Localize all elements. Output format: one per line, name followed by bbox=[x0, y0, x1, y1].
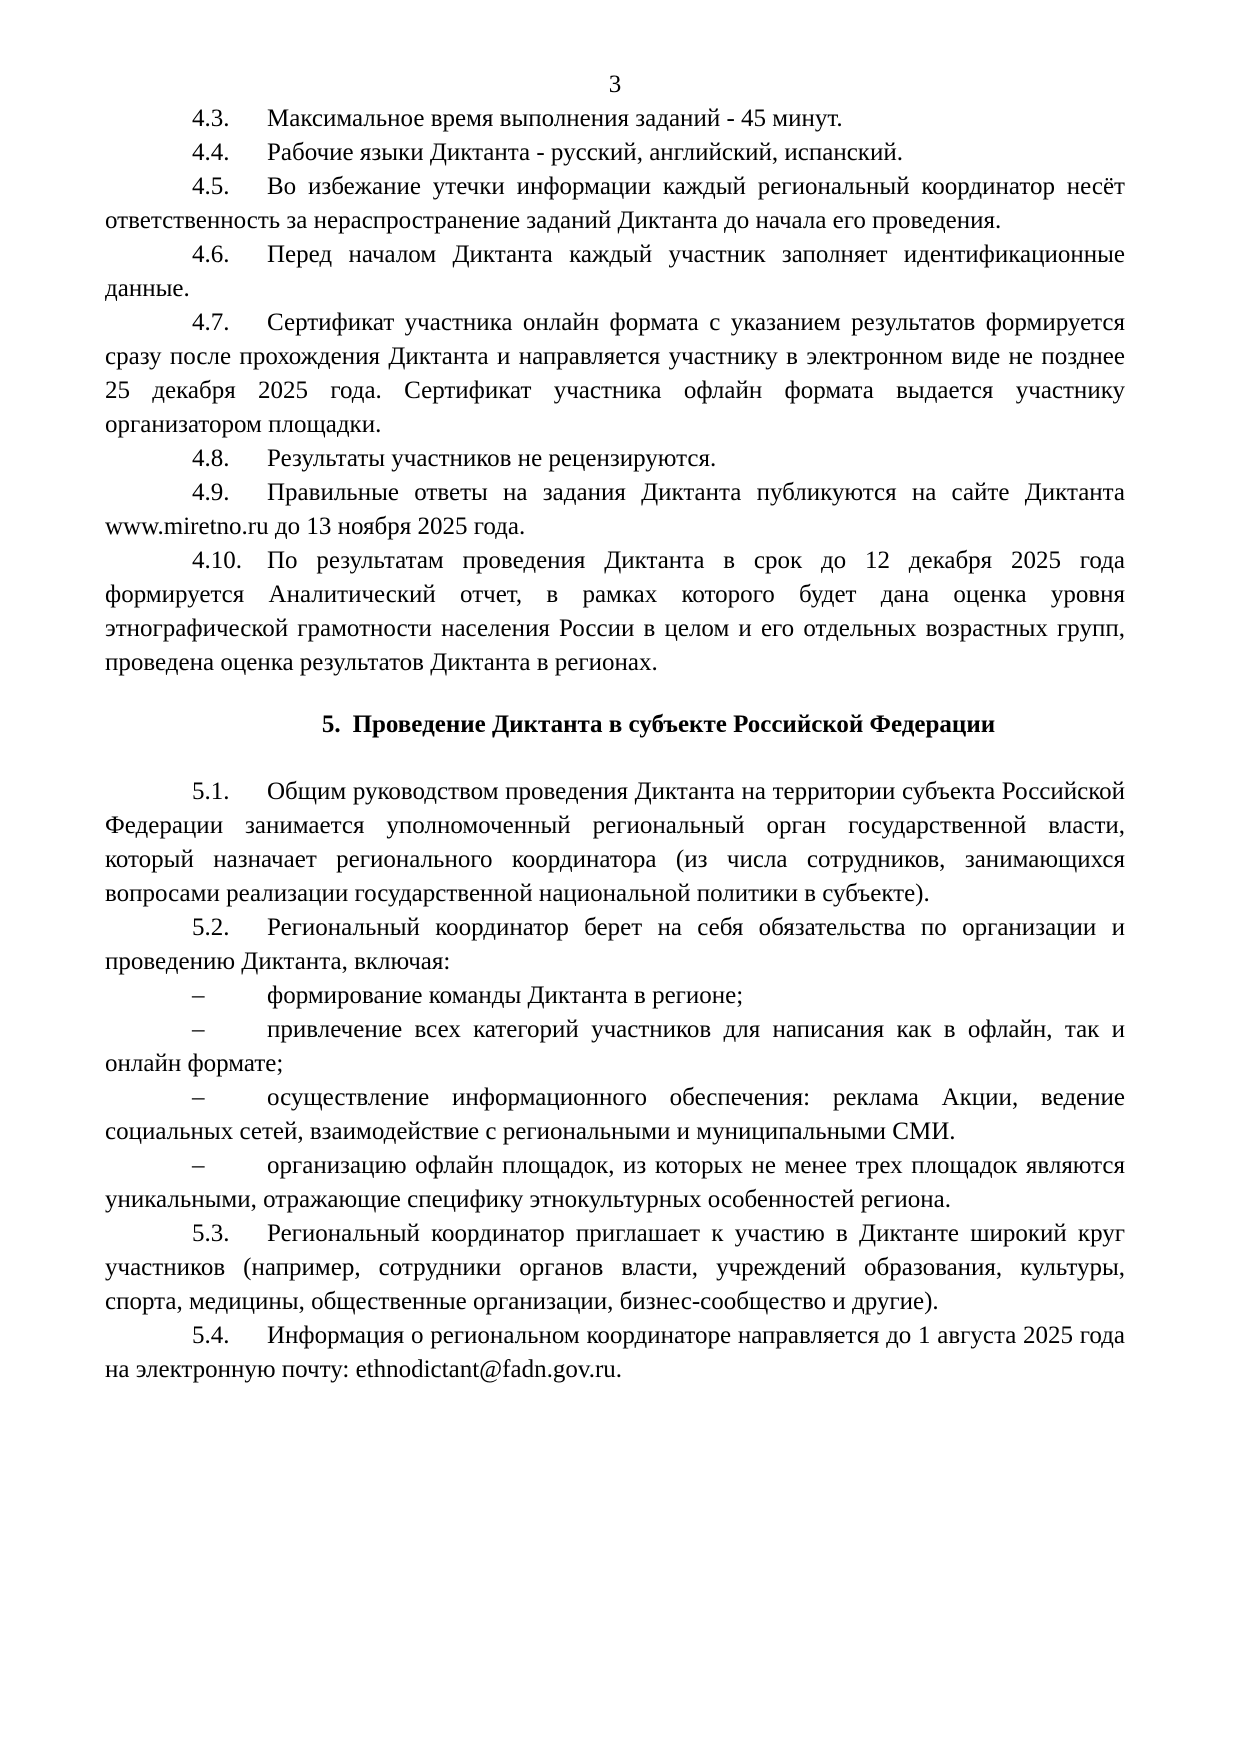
clause-paragraph-4-9 bbox=[105, 476, 1125, 544]
clause-paragraph-4-6 bbox=[105, 238, 1125, 306]
clause-text: организацию офлайн площадок, из которых не менее трех площадок являются уникальными, отражающие специфику этнокультурных особенностей региона. bbox=[105, 1152, 1125, 1213]
clause-paragraph-4-7 bbox=[105, 306, 1125, 442]
clause-text: Сертификат участника онлайн формата с указанием результатов формируется сразу после прохождения Диктанта и направляется участнику в электронном виде не позднее 25 декабря 2025 года. Сертификат участника офлайн формата выдается участнику организатором площадки. bbox=[105, 309, 1125, 438]
dash-list-item bbox=[105, 979, 1125, 1013]
clause-paragraph-4-8 bbox=[105, 442, 1125, 476]
clause-text: Перед началом Диктанта каждый участник заполняет идентификационные данные. bbox=[105, 241, 1125, 302]
clause-paragraph-5-1 bbox=[105, 775, 1125, 911]
clause-text: привлечение всех категорий участников для написания как в офлайн, так и онлайн формате; bbox=[105, 1016, 1125, 1077]
clause-number: 4.9. bbox=[192, 479, 230, 506]
clause-number: 5.4. bbox=[192, 1322, 230, 1349]
clause-number: 4.10. bbox=[192, 547, 242, 574]
clause-number: 4.5. bbox=[192, 173, 230, 200]
clause-text: Правильные ответы на задания Диктанта публикуются на сайте Диктанта www.miretno.ru до 13 ноября 2025 года. bbox=[105, 479, 1125, 540]
dash-marker: – bbox=[192, 982, 205, 1009]
clause-paragraph-5-3 bbox=[105, 1217, 1125, 1319]
clause-text: осуществление информационного обеспечения: реклама Акции, ведение социальных сетей, взаимодействие с региональными и муниципальными СМИ. bbox=[105, 1084, 1125, 1145]
clause-number: 5.1. bbox=[192, 778, 230, 805]
clause-text: Региональный координатор берет на себя обязательства по организации и проведению Диктанта, включая: bbox=[105, 914, 1125, 975]
document-body bbox=[105, 102, 1125, 1387]
clause-text: Рабочие языки Диктанта - русский, английский, испанский. bbox=[267, 139, 903, 166]
dash-list-item bbox=[105, 1013, 1125, 1081]
clause-text: Результаты участников не рецензируются. bbox=[267, 445, 717, 472]
clause-paragraph-5-4 bbox=[105, 1319, 1125, 1387]
dash-list-item bbox=[105, 1149, 1125, 1217]
clause-paragraph-4-5 bbox=[105, 170, 1125, 238]
clause-paragraph-4-10 bbox=[105, 544, 1125, 680]
section-heading-number: 5. bbox=[321, 711, 341, 738]
clause-text: формирование команды Диктанта в регионе; bbox=[267, 982, 744, 1009]
clause-number: 4.4. bbox=[192, 139, 230, 166]
clause-paragraph-4-3 bbox=[105, 102, 1125, 136]
clause-number: 5.2. bbox=[192, 914, 230, 941]
clause-number: 4.8. bbox=[192, 445, 230, 472]
clause-text: Максимальное время выполнения заданий - 45 минут. bbox=[267, 105, 843, 132]
dash-marker: – bbox=[192, 1084, 205, 1111]
dash-marker: – bbox=[192, 1152, 205, 1179]
clause-number: 4.7. bbox=[192, 309, 230, 336]
clause-text: Общим руководством проведения Диктанта на территории субъекта Российской Федерации занимается уполномоченный региональный орган государственной власти, который назначает регионального координатора (из числа сотрудников, занимающихся вопросами реализации государственной национальной политики в субъекте). bbox=[105, 778, 1125, 907]
dash-marker: – bbox=[192, 1016, 205, 1043]
clause-text: Региональный координатор приглашает к участию в Диктанте широкий круг участников (например, сотрудники органов власти, учреждений образования, культуры, спорта, медицины, общественные организации, бизнес-сообщество и другие). bbox=[105, 1220, 1125, 1315]
section-heading-title: Проведение Диктанта в субъекте Российской Федерации bbox=[352, 711, 996, 738]
clause-number: 5.3. bbox=[192, 1220, 230, 1247]
clause-text: Во избежание утечки информации каждый региональный координатор несёт ответственность за нераспространение заданий Диктанта до начала его проведения. bbox=[105, 173, 1125, 234]
clause-paragraph-5-2 bbox=[105, 911, 1125, 979]
clause-number: 4.6. bbox=[192, 241, 230, 268]
clause-paragraph-4-4 bbox=[105, 136, 1125, 170]
clause-text: По результатам проведения Диктанта в срок до 12 декабря 2025 года формируется Аналитический отчет, в рамках которого будет дана оценка уровня этнографической грамотности населения России в целом и его отдельных возрастных групп, проведена оценка результатов Диктанта в регионах. bbox=[105, 547, 1125, 676]
clause-number: 4.3. bbox=[192, 105, 230, 132]
page-number: 3 bbox=[608, 71, 622, 98]
dash-list-item bbox=[105, 1081, 1125, 1149]
clause-text: Информация о региональном координаторе направляется до 1 августа 2025 года на электронную почту: ethnodictant@fadn.gov.ru. bbox=[105, 1322, 1125, 1383]
section-heading bbox=[105, 708, 1125, 742]
